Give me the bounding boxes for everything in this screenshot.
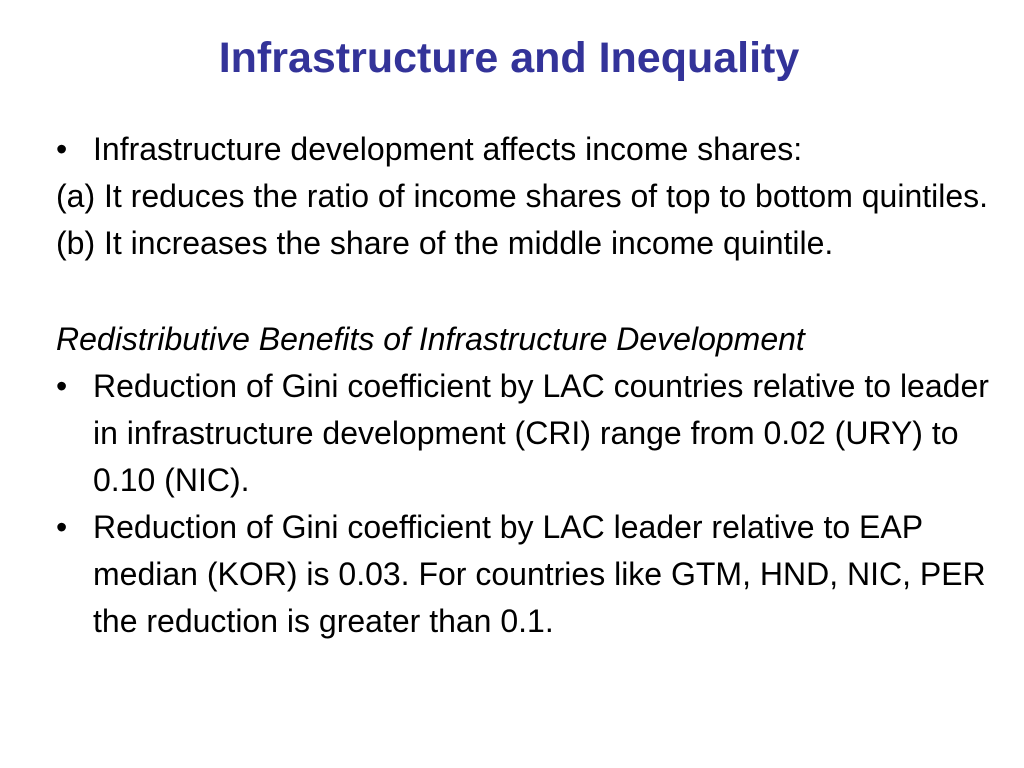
- list-item-text: Reduction of Gini coefficient by LAC leader relative to EAP median (KOR) is 0.03. For countries like GTM, HND, NIC, PER the reduction is greater than 0.1.: [93, 509, 986, 639]
- intro-bullet: [56, 126, 996, 173]
- point-b: (b) It increases the share of the middle income quintile.: [56, 225, 834, 261]
- list-item: [56, 504, 996, 645]
- section-heading: Redistributive Benefits of Infrastructure Development: [56, 321, 805, 357]
- bullet-marker: •: [56, 131, 68, 167]
- list-item-text: Reduction of Gini coefficient by LAC countries relative to leader in infrastructure development (CRI) range from 0.02 (URY) to 0.10 (NIC).: [93, 368, 989, 498]
- point-a: (a) It reduces the ratio of income shares of top to bottom quintiles.: [56, 178, 989, 214]
- bullet-marker: •: [56, 509, 68, 545]
- bullet-marker: •: [56, 368, 68, 404]
- slide-body: [56, 126, 996, 645]
- slide-title: Infrastructure and Inequality: [218, 34, 800, 82]
- intro-bullet-text: Infrastructure development affects income shares:: [93, 131, 803, 167]
- spacer: [56, 267, 996, 316]
- list-item: [56, 363, 996, 504]
